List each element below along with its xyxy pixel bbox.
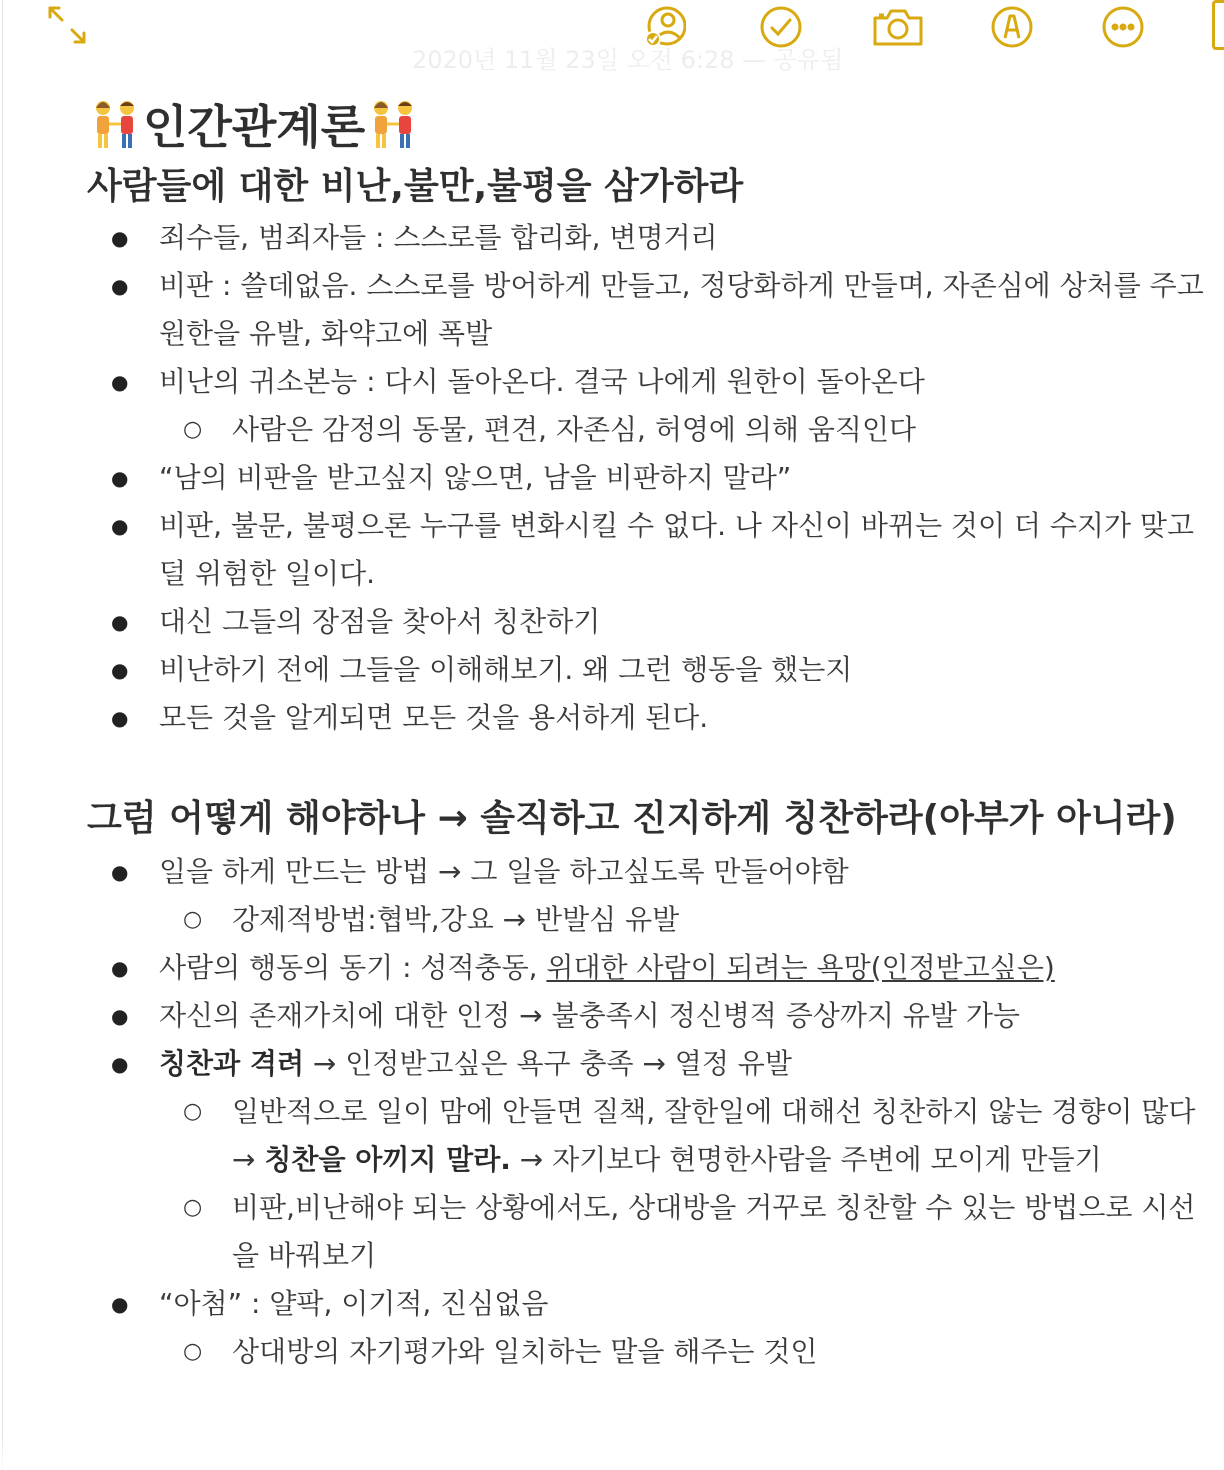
- couple-emoji-icon: [87, 96, 143, 152]
- list-item: ● 비난하기 전에 그들을 이해해보기. 왜 그런 행동을 했는지: [87, 646, 1222, 694]
- collapse-icon[interactable]: [46, 4, 88, 46]
- section-heading: 사람들에 대한 비난,불만,불평을 삼가하라: [87, 166, 744, 207]
- note-toolbar: [0, 0, 1224, 74]
- note-title-text: 인간관계론: [143, 100, 366, 154]
- sub-list-item: ○ 상대방의 자기평가와 일치하는 말을 해주는 것인: [87, 1328, 1222, 1376]
- list-item: ● “남의 비판을 받고싶지 않으면, 남을 비판하지 말라”: [87, 454, 1222, 502]
- bullet-list: [87, 214, 1222, 742]
- more-icon[interactable]: [1102, 6, 1144, 48]
- bullet-list: [87, 848, 1222, 1376]
- bottom-fade: [0, 1430, 1224, 1470]
- list-item: ● 모든 것을 알게되면 모든 것을 용서하게 된다.: [87, 694, 1222, 742]
- list-item: ● 비판, 불문, 불평으론 누구를 변화시킬 수 없다. 나 자신이 바뀌는 것이 더 수지가 맞고 덜 위험한 일이다.: [87, 502, 1222, 598]
- partial-toolbar-icon[interactable]: [1212, 0, 1224, 50]
- list-item: ● 비난의 귀소본능 : 다시 돌아온다. 결국 나에게 원한이 돌아온다: [87, 358, 1222, 406]
- couple-emoji-icon: [365, 96, 421, 152]
- list-item-text: → 인정받고싶은 욕구 충족 → 열정 유발: [304, 1047, 792, 1080]
- list-item-text: → 자기보다 현명한사람을 주변에 모이게 만들기: [510, 1143, 1102, 1176]
- markup-icon[interactable]: [991, 6, 1033, 48]
- left-edge-divider: [2, 0, 3, 1470]
- list-item: ● 대신 그들의 장점을 찾아서 칭찬하기: [87, 598, 1222, 646]
- list-item-text: 사람의 행동의 동기 : 성적충동,: [159, 951, 547, 984]
- underlined-text: 위대한 사람이 되려는 욕망(인정받고싶은): [546, 951, 1055, 984]
- note-body[interactable]: [87, 92, 1222, 1376]
- note-timestamp: 2020년 11월 23일 오전 6:28 — 공유됨: [412, 46, 844, 74]
- list-item: [87, 944, 1222, 992]
- sub-list-item: ○ 비판,비난해야 되는 상황에서도, 상대방을 거꾸로 칭찬할 수 있는 방법으로 시선을 바꿔보기: [87, 1184, 1222, 1280]
- list-item: [87, 1040, 1222, 1088]
- note-title: [87, 92, 1222, 156]
- list-item: ● 비판 : 쓸데없음. 스스로를 방어하게 만들고, 정당화하게 만들며, 자존심에 상처를 주고 원한을 유발, 화약고에 폭발: [87, 262, 1222, 358]
- bold-text: 칭찬을 아끼지 말라.: [264, 1143, 511, 1176]
- sub-list-item: ○ 사람은 감정의 동물, 편견, 자존심, 허영에 의해 움직인다: [87, 406, 1222, 454]
- sub-list-item: ○ 강제적방법:협박,강요 → 반발심 유발: [87, 896, 1222, 944]
- list-item: ● 일을 하게 만드는 방법 → 그 일을 하고싶도록 만들어야함: [87, 848, 1222, 896]
- camera-icon[interactable]: [872, 6, 924, 48]
- list-item: ● 자신의 존재가치에 대한 인정 → 불충족시 정신병적 증상까지 유발 가능: [87, 992, 1222, 1040]
- section-heading: 그럼 어떻게 해야하나 → 솔직하고 진지하게 칭찬하라(아부가 아니라): [87, 798, 1177, 839]
- sub-list-item: [87, 1088, 1222, 1184]
- list-item-text: 일반적으로 일이 맘에 안들면 질책, 잘한일에 대해선 칭찬하지 않는 경향이 많다 →: [232, 1095, 1196, 1176]
- bold-text: 칭찬과 격려: [159, 1047, 304, 1080]
- list-item: ● “아첨” : 얄팍, 이기적, 진심없음: [87, 1280, 1222, 1328]
- list-item: ● 죄수들, 범죄자들 : 스스로를 합리화, 변명거리: [87, 214, 1222, 262]
